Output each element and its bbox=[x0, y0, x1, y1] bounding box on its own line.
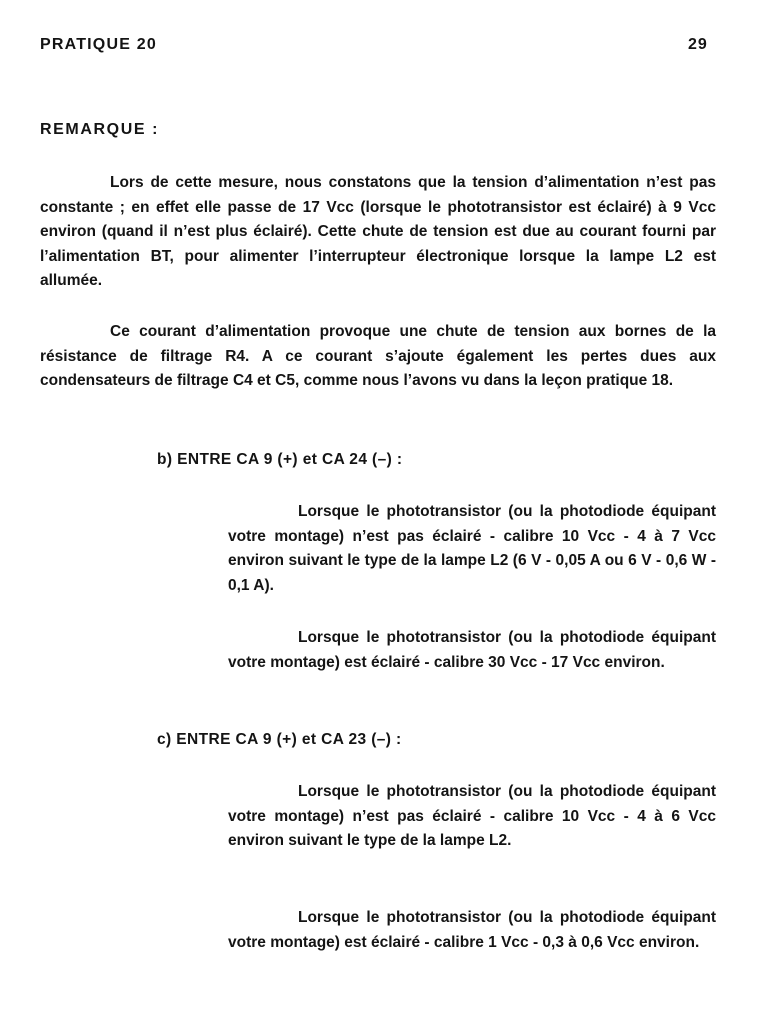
measurement-paragraph: Lorsque le phototransistor (ou la photodiode équipant votre montage) est éclairé - calibre 30 Vcc - 17 Vcc environ. bbox=[228, 629, 716, 671]
measurement-paragraph: Lorsque le phototransistor (ou la photodiode équipant votre montage) n’est pas éclairé - calibre 10 Vcc - 4 à 6 Vcc environ suivant le type de la lampe L2. bbox=[228, 783, 716, 849]
page-number: 29 bbox=[688, 36, 708, 53]
section-title: REMARQUE : bbox=[40, 121, 160, 138]
measurement-paragraph: Lorsque le phototransistor (ou la photodiode équipant votre montage) n’est pas éclairé - calibre 10 Vcc - 4 à 7 Vcc environ suivant le type de la lampe L2 (6 V - 0,05 A ou 6 V - 0,6 W - 0,1 A). bbox=[228, 503, 716, 594]
subsection-heading-b: b) ENTRE CA 9 (+) et CA 24 (–) : bbox=[157, 451, 403, 468]
subsection-heading-c: c) ENTRE CA 9 (+) et CA 23 (–) : bbox=[157, 731, 402, 748]
body-paragraph: Lors de cette mesure, nous constatons que la tension d’alimentation n’est pas constante ; en effet elle passe de 17 Vcc (lorsque le phototransistor est éclairé) à 9 Vcc environ (quand il n’est plus éclairé). Cette chute de tension est due au courant fourni par l’alimentation BT, pour alimenter l’interrupteur électronique lorsque la lampe L2 est allumée. bbox=[40, 174, 716, 289]
body-paragraph: Ce courant d’alimentation provoque une chute de tension aux bornes de la résistance de filtrage R4. A ce courant s’ajoute également les pertes dues aux condensateurs de filtrage C4 et C5, comme nous l’avons vu dans la leçon pratique 18. bbox=[40, 323, 716, 389]
measurement-paragraph: Lorsque le phototransistor (ou la photodiode équipant votre montage) est éclairé - calibre 1 Vcc - 0,3 à 0,6 Vcc environ. bbox=[228, 909, 716, 951]
running-header: PRATIQUE 20 bbox=[40, 36, 157, 53]
